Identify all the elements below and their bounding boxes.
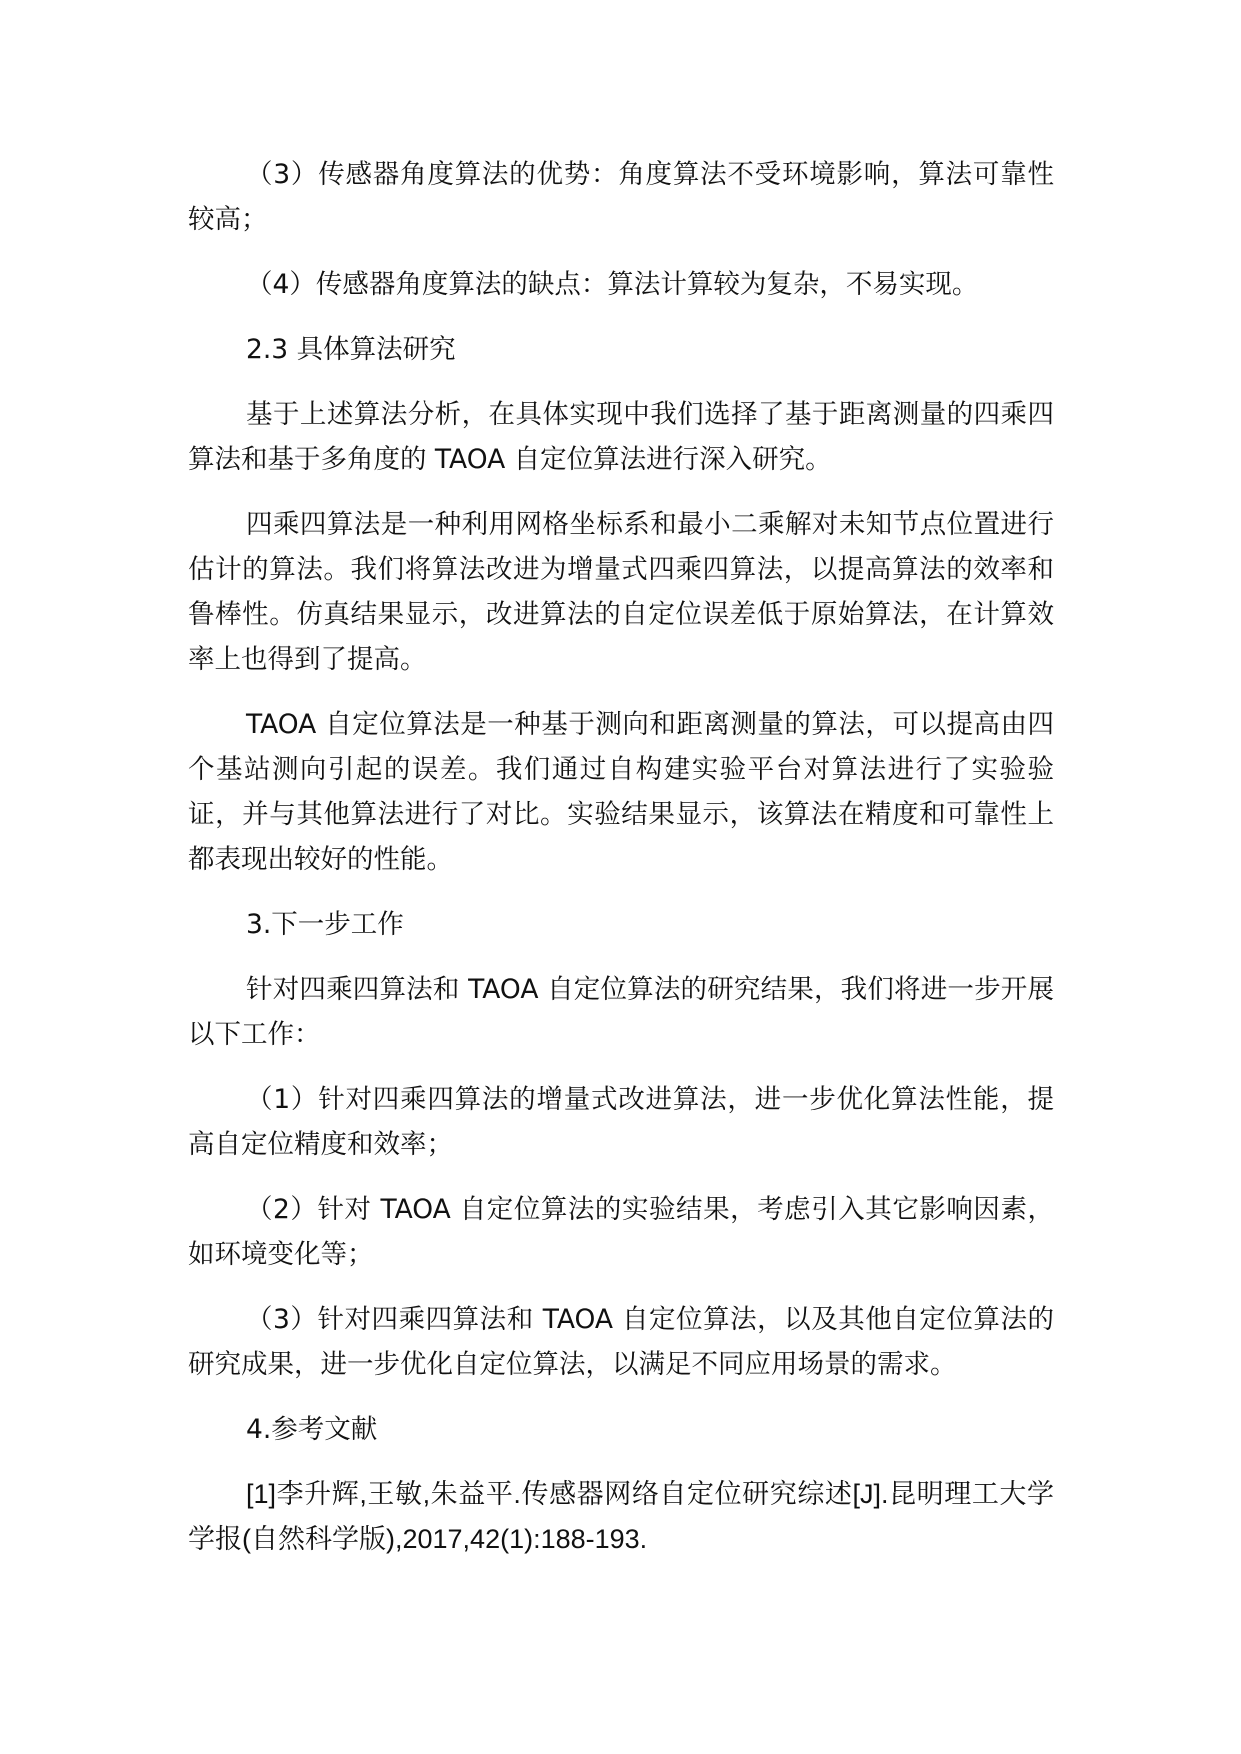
paragraph-four-by-four: 四乘四算法是一种利用网格坐标系和最小二乘解对未知节点位置进行估计的算法。我们将算法改进为增量式四乘四算法，以提高算法的效率和鲁棒性。仿真结果显示，改进算法的自定位误差低于原始算法，在计算效率上也得到了提高。 (188, 509, 1054, 675)
section-heading-2-3: 2.3 具体算法研究 (246, 334, 456, 365)
list-item-next-step-2: （2）针对 TAOA 自定位算法的实验结果，考虑引入其它影响因素，如环境变化等； (188, 1194, 1054, 1270)
document-body (188, 152, 1054, 1582)
list-item-advantage: （3）传感器角度算法的优势：角度算法不受环境影响，算法可靠性较高； (188, 159, 1054, 235)
list-item-next-step-1: （1）针对四乘四算法的增量式改进算法，进一步优化算法性能，提高自定位精度和效率； (188, 1084, 1054, 1160)
list-item-next-step-3: （3）针对四乘四算法和 TAOA 自定位算法，以及其他自定位算法的研究成果，进一步优化自定位算法，以满足不同应用场景的需求。 (188, 1304, 1054, 1380)
paragraph-algorithm-choice: 基于上述算法分析，在具体实现中我们选择了基于距离测量的四乘四算法和基于多角度的 TAOA 自定位算法进行深入研究。 (188, 399, 1054, 475)
reference-item-1: [1]李升辉,王敏,朱益平.传感器网络自定位研究综述[J].昆明理工大学学报(自然科学版),2017,42(1):188-193. (188, 1479, 1054, 1554)
list-item-disadvantage: （4）传感器角度算法的缺点：算法计算较为复杂，不易实现。 (246, 269, 979, 300)
section-heading-4: 4.参考文献 (246, 1414, 378, 1445)
paragraph-taoa: TAOA 自定位算法是一种基于测向和距离测量的算法，可以提高由四个基站测向引起的误差。我们通过自构建实验平台对算法进行了实验验证，并与其他算法进行了对比。实验结果显示，该算法在精度和可靠性上都表现出较好的性能。 (188, 709, 1054, 875)
paragraph-next-steps-intro: 针对四乘四算法和 TAOA 自定位算法的研究结果，我们将进一步开展以下工作： (188, 974, 1054, 1050)
section-heading-3: 3.下一步工作 (246, 909, 404, 940)
